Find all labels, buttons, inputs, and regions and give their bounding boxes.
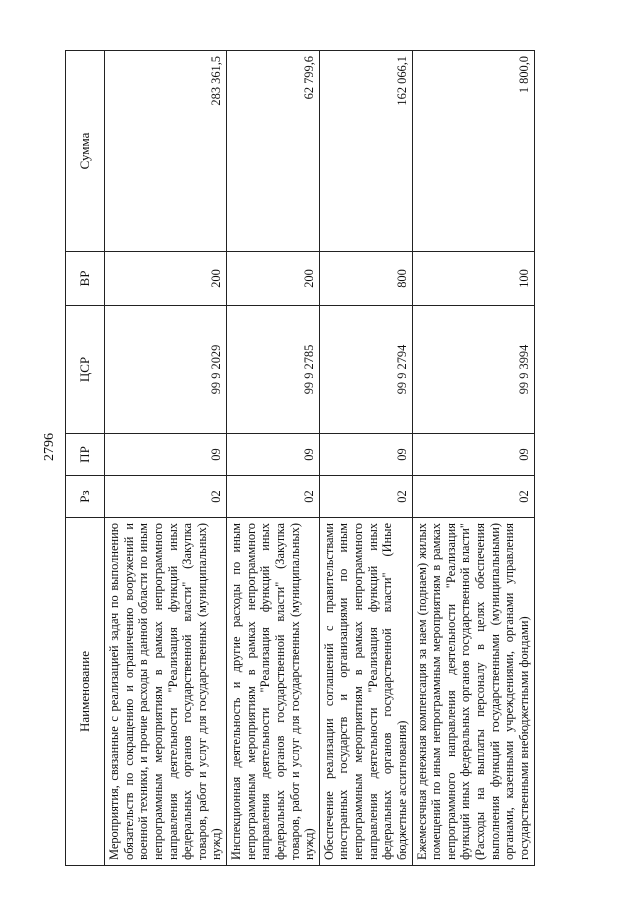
table-row — [227, 51, 320, 866]
row-name: Ежемесячная денежная компенсация за наем (поднаем) жилых помещений по иным непрограммным мероприятиям в рамках непрограммного направления деятельности "Реализация функций иных федеральных органов государственной власти" (Расходы на выплаты персоналу в целях обеспечения выполнения функций государственными (муниципальными) органами, казенными учреждениями, органами управления государственными внебюджетными фондами) — [412, 518, 534, 866]
row-rz: 02 — [412, 476, 534, 518]
row-csr: 99 9 3994 — [412, 306, 534, 434]
row-rz: 02 — [319, 476, 412, 518]
row-csr: 99 9 2029 — [105, 306, 227, 434]
row-sum: 283 361,5 — [105, 51, 227, 252]
row-vr: 200 — [227, 252, 320, 306]
row-sum: 162 066,1 — [319, 51, 412, 252]
rotated-page — [65, 51, 605, 866]
budget-table — [65, 50, 535, 866]
header-name: Наименование — [66, 518, 105, 866]
row-name: Инспекционная деятельность и другие расходы по иным непрограммным мероприятиям в рамках непрограммного направления деятельности "Реализация функций иных федеральных органов государственной власти" (Закупка товаров, работ и услуг для государственных (муниципальных) нужд) — [227, 518, 320, 866]
row-vr: 100 — [412, 252, 534, 306]
table-row — [105, 51, 227, 866]
row-pr: 09 — [105, 434, 227, 476]
table-row — [319, 51, 412, 866]
row-sum: 62 799,6 — [227, 51, 320, 252]
row-name: Обеспечение реализации соглашений с правительствами иностранных государств и организациями по иным непрограммным мероприятиям в рамках непрограммного направления деятельности "Реализация функций иных федеральных органов государственной власти" (Иные бюджетные ассигнования) — [319, 518, 412, 866]
header-pr: ПР — [66, 434, 105, 476]
header-rz: Рз — [66, 476, 105, 518]
row-name: Мероприятия, связанные с реализацией задач по выполнению обязательств по сокращению и ограничению вооружений и военной техники, и прочие расходы в данной области по иным непрограммным мероприятиям в рамках непрограммного направления деятельности "Реализация функций иных федеральных органов государственной власти" (Закупка товаров, работ и услуг для государственных (муниципальных) нужд) — [105, 518, 227, 866]
row-vr: 200 — [105, 252, 227, 306]
row-rz: 02 — [227, 476, 320, 518]
row-csr: 99 9 2794 — [319, 306, 412, 434]
table-row — [412, 51, 534, 866]
header-sum: Сумма — [66, 51, 105, 252]
header-csr: ЦСР — [66, 306, 105, 434]
table-header-row — [66, 51, 105, 866]
row-pr: 09 — [319, 434, 412, 476]
row-vr: 800 — [319, 252, 412, 306]
row-rz: 02 — [105, 476, 227, 518]
page-number: 2796 — [42, 433, 57, 461]
row-pr: 09 — [227, 434, 320, 476]
header-vr: ВР — [66, 252, 105, 306]
row-sum: 1 800,0 — [412, 51, 534, 252]
row-pr: 09 — [412, 434, 534, 476]
row-csr: 99 9 2785 — [227, 306, 320, 434]
